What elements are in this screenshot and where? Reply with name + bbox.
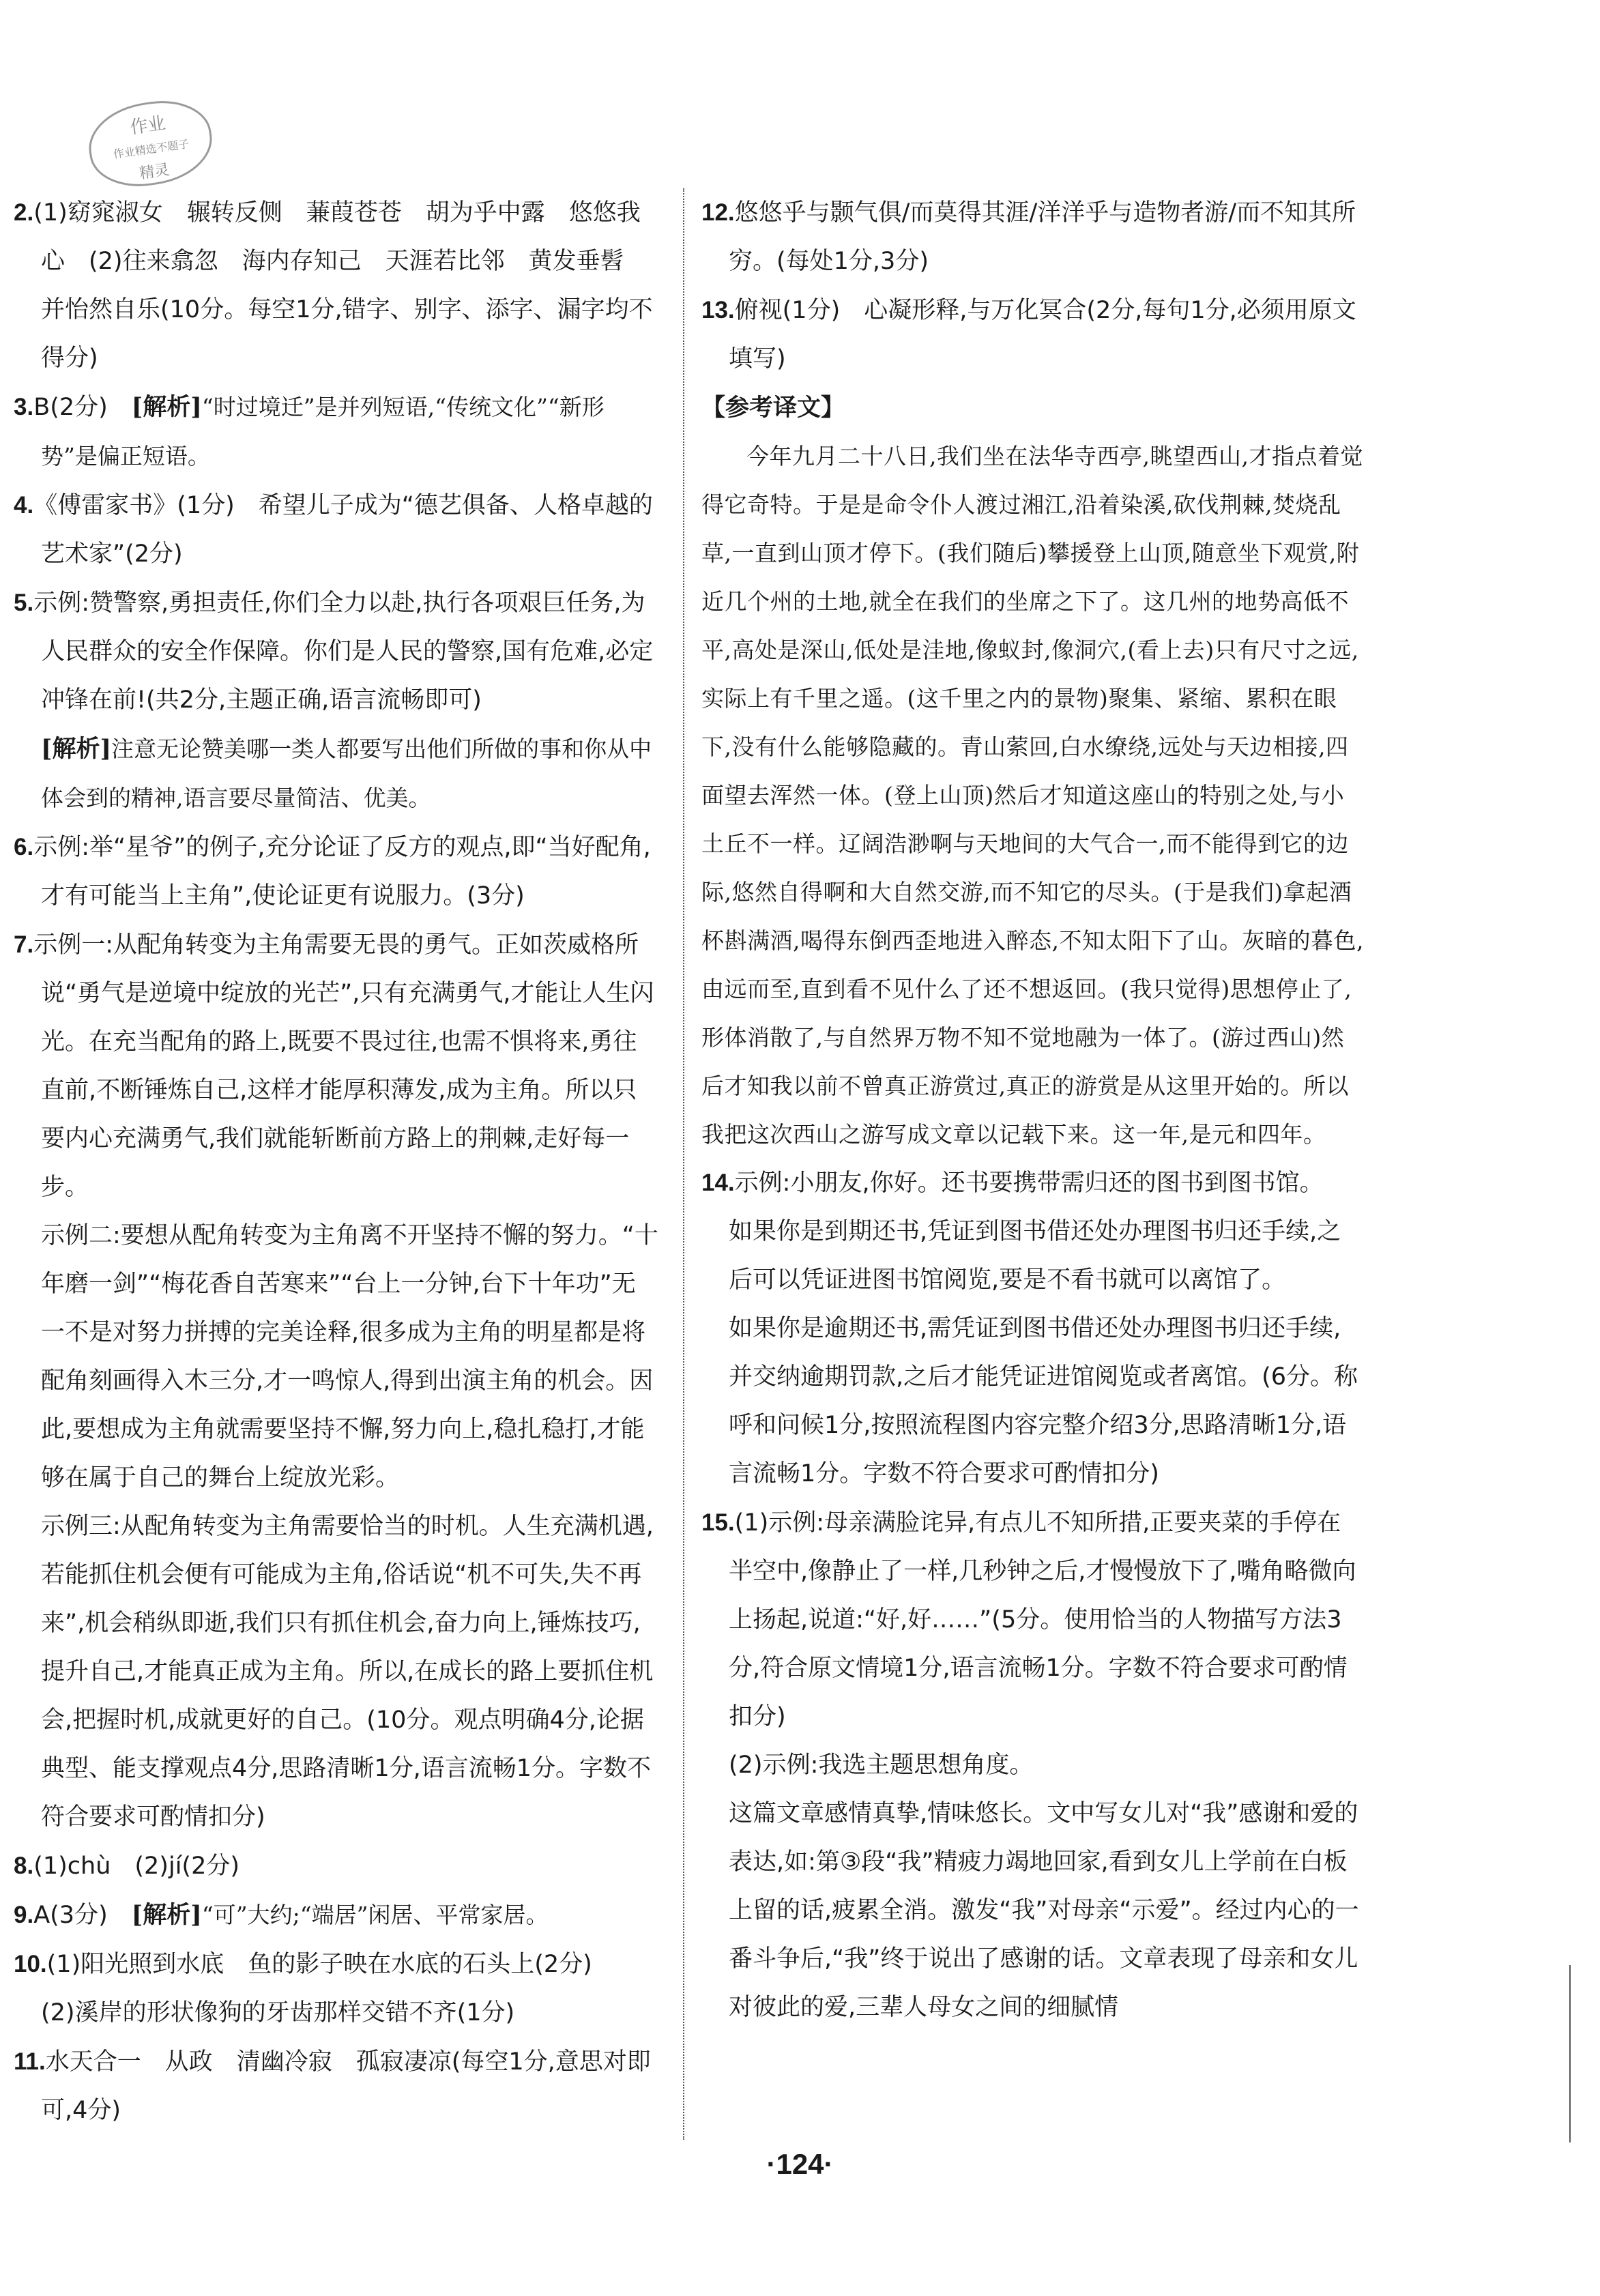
answer-text: 示例:举“星爷”的例子,充分论证了反方的观点,即“当好配角,才有可能当上主角”,使论证更有说服力。(3分) bbox=[33, 834, 651, 910]
example-one: 示例一:从配角转变为主角需要无畏的勇气。正如茨威格所说“勇气是逆境中绽放的光芒”,只有充满勇气,才能让人生闪光。在充当配角的路上,既要不畏过往,也需不惧将来,勇往直前,不断锤炼自己,这样才能厚积薄发,成为主角。所以只要内心充满勇气,我们就能斩断前方路上的荆棘,走好每一步。 bbox=[33, 931, 654, 1201]
answer-15-analysis: 这篇文章感情真挚,情味悠长。文中写女儿对“我”感谢和爱的表达,如:第③段“我”精疲力竭地回家,看到女儿上学前在白板上留的话,疲累全消。激发“我”对母亲“示爱”。经过内心的一番斗争后,“我”终于说出了感谢的话。文章表现了母亲和女儿对彼此的爱,三辈人母女之间的细腻情 bbox=[729, 1800, 1359, 2021]
column-divider bbox=[683, 188, 684, 2140]
answer-number: 2. bbox=[14, 199, 34, 226]
answer-number: 12. bbox=[701, 199, 735, 226]
answer-number: 14. bbox=[701, 1169, 735, 1196]
answer-number: 15. bbox=[701, 1509, 735, 1536]
answer-number: 13. bbox=[701, 297, 735, 323]
answer-text: 水天合一 从政 清幽冷寂 孤寂凄凉(每空1分,意思对即可,4分) bbox=[41, 2048, 651, 2124]
stamp-line-3: 精灵 bbox=[138, 161, 171, 183]
answer-number: 10. bbox=[14, 1951, 47, 1977]
analysis-text: “时过境迁”是并列短语,“传统文化”“新形势”是偏正短语。 bbox=[41, 394, 605, 469]
answer-10 bbox=[14, 1940, 658, 1989]
analysis-tag: [解析] bbox=[41, 735, 112, 763]
answer-9 bbox=[14, 1891, 658, 1940]
left-column bbox=[14, 188, 658, 2135]
answer-text: 俯视(1分) 心凝形释,与万化冥合(2分,每句1分,必须用原文填写) bbox=[729, 297, 1356, 373]
answer-2 bbox=[14, 188, 658, 383]
answer-number: 9. bbox=[14, 1902, 34, 1928]
answer-number: 8. bbox=[14, 1852, 34, 1879]
answer-15-part-2: (2)示例:我选主题思想角度。 bbox=[729, 1752, 1034, 1779]
answer-number: 7. bbox=[14, 931, 34, 958]
answer-number: 11. bbox=[14, 2048, 46, 2075]
answer-text: A(3分) bbox=[33, 1902, 132, 1929]
answer-14-case-overdue: 如果你是逾期还书,需凭证到图书借还处办理图书归还手续,并交纳逾期罚款,之后才能凭证进馆阅览或者离馆。(6分。称呼和问候1分,按照流程图内容完整介绍3分,思路清晰1分,语言流畅1分。字数不符合要求可酌情扣分) bbox=[729, 1315, 1358, 1487]
translation-heading: 【参考译文】 bbox=[701, 394, 845, 422]
answer-text: (1)chù (2)jí(2分) bbox=[33, 1852, 239, 1880]
answer-text: (1)阳光照到水底 鱼的影子映在水底的石头上(2分) bbox=[46, 1951, 592, 1978]
stamp-line-2: 作业精选不题子 bbox=[112, 137, 190, 161]
answer-13 bbox=[701, 286, 1365, 383]
answer-number: 3. bbox=[14, 394, 34, 420]
answer-7 bbox=[14, 920, 658, 1212]
answer-5 bbox=[14, 579, 658, 725]
translation-text: 今年九月二十八日,我们坐在法华寺西亭,眺望西山,才指点着觉得它奇特。于是是命令仆人渡过湘江,沿着染溪,砍伐荆棘,焚烧乱草,一直到山顶才停下。(我们随后)攀援登上山顶,随意坐下观赏,附近几个州的土地,就全在我们的坐席之下了。这几州的地势高低不平,高处是深山,低处是洼地,像蚁封,像洞穴,(看上去)只有尺寸之远,实际上有千里之遥。(这千里之内的景物)聚集、紧缩、累积在眼下,没有什么能够隐藏的。青山萦回,白水缭绕,远处与天边相接,四面望去浑然一体。(登上山顶)然后才知道这座山的特别之处,与小土丘不一样。辽阔浩渺啊与天地间的大气合一,而不能得到它的边际,悠然自得啊和大自然交游,而不知它的尽头。(于是我们)拿起酒杯斟满酒,喝得东倒西歪地进入醉态,不知太阳下了山。灰暗的暮色,由远而至,直到看不见什么了还不想返回。(我只觉得)思想停止了,形体消散了,与自然界万物不知不觉地融为一体了。(游过西山)然后才知我以前不曾真正游赏过,真正的游赏是从这里开始的。所以我把这次西山之游写成文章以记载下来。这一年,是元和四年。 bbox=[701, 443, 1364, 1148]
analysis-tag: [解析] bbox=[131, 393, 202, 421]
analysis-text: “可”大约;“端居”闲居、平常家居。 bbox=[201, 1902, 549, 1928]
answer-text: 《傅雷家书》(1分) 希望儿子成为“德艺俱备、人格卓越的艺术家”(2分) bbox=[33, 492, 653, 568]
analysis-text: 注意无论赞美哪一类人都要写出他们所做的事和你从中体会到的精神,语言要尽量简洁、优美。 bbox=[41, 736, 652, 811]
stamp-line-1: 作业 bbox=[128, 113, 167, 139]
answer-number: 4. bbox=[14, 492, 34, 519]
answer-text: (1)窈窕淑女 辗转反侧 蒹葭苍苍 胡为乎中露 悠悠我心 (2)往来翕忽 海内存知己 天涯若比邻 黄发垂髫 并怡然自乐(10分。每空1分,错字、别字、添字、漏字均不得分) bbox=[33, 199, 653, 372]
right-column bbox=[701, 188, 1365, 2032]
page-number: ·124· bbox=[766, 2148, 834, 2180]
answer-text: 悠悠乎与颢气俱/而莫得其涯/洋洋乎与造物者游/而不知其所穷。(每处1分,3分) bbox=[729, 199, 1356, 275]
example-three: 示例三:从配角转变为主角需要恰当的时机。人生充满机遇,若能抓住机会便有可能成为主角,俗话说“机不可失,失不再来”,机会稍纵即逝,我们只有抓住机会,奋力向上,锤炼技巧,提升自己,才能真正成为主角。所以,在成长的路上要抓住机会,把握时机,成就更好的自己。(10分。观点明确4分,论据典型、能支撑观点4分,思路清晰1分,语言流畅1分。字数不符合要求可酌情扣分) bbox=[41, 1513, 654, 1831]
answer-6 bbox=[14, 823, 658, 920]
stamp-logo bbox=[83, 94, 217, 193]
answer-12 bbox=[701, 188, 1365, 286]
answer-14-case-due: 如果你是到期还书,凭证到图书借还处办理图书归还手续,之后可以凭证进图书馆阅览,要是不看书就可以离馆了。 bbox=[729, 1218, 1341, 1294]
answer-10-part-2: (2)溪岸的形状像狗的牙齿那样交错不齐(1分) bbox=[41, 1999, 515, 2026]
answer-text: (1)示例:母亲满脸诧异,有点儿不知所措,正要夹菜的手停在半空中,像静止了一样,几秒钟之后,才慢慢放下了,嘴角略微向上扬起,说道:“好,好……”(5分。使用恰当的人物描写方法3分,符合原文情境1分,语言流畅1分。字数不符合要求可酌情扣分) bbox=[729, 1509, 1356, 1730]
answer-number: 6. bbox=[14, 834, 34, 860]
page-edge-line bbox=[1569, 1965, 1571, 2142]
answer-14 bbox=[701, 1159, 1365, 1208]
answer-15 bbox=[701, 1498, 1365, 1741]
answer-text: 示例:赞警察,勇担责任,你们全力以赴,执行各项艰巨任务,为人民群众的安全作保障。你们是人民的警察,国有危难,必定冲锋在前!(共2分,主题正确,语言流畅即可) bbox=[33, 590, 654, 714]
analysis-tag: [解析] bbox=[131, 1901, 202, 1929]
answer-number: 5. bbox=[14, 590, 34, 616]
answer-text: 示例:小朋友,你好。还书要携带需归还的图书到图书馆。 bbox=[734, 1169, 1324, 1197]
answer-8 bbox=[14, 1842, 658, 1891]
answer-text: B(2分) bbox=[33, 394, 132, 421]
example-two: 示例二:要想从配角转变为主角离不开坚持不懈的努力。“十年磨一剑”“梅花香自苦寒来”“台上一分钟,台下十年功”无一不是对努力拼搏的完美诠释,很多成为主角的明星都是将配角刻画得入木三分,才一鸣惊人,得到出演主角的机会。因此,要想成为主角就需要坚持不懈,努力向上,稳扎稳打,才能够在属于自己的舞台上绽放光彩。 bbox=[41, 1222, 658, 1492]
answer-4 bbox=[14, 481, 658, 579]
answer-11 bbox=[14, 2037, 658, 2135]
answer-5-analysis bbox=[14, 725, 658, 823]
answer-3 bbox=[14, 383, 658, 481]
